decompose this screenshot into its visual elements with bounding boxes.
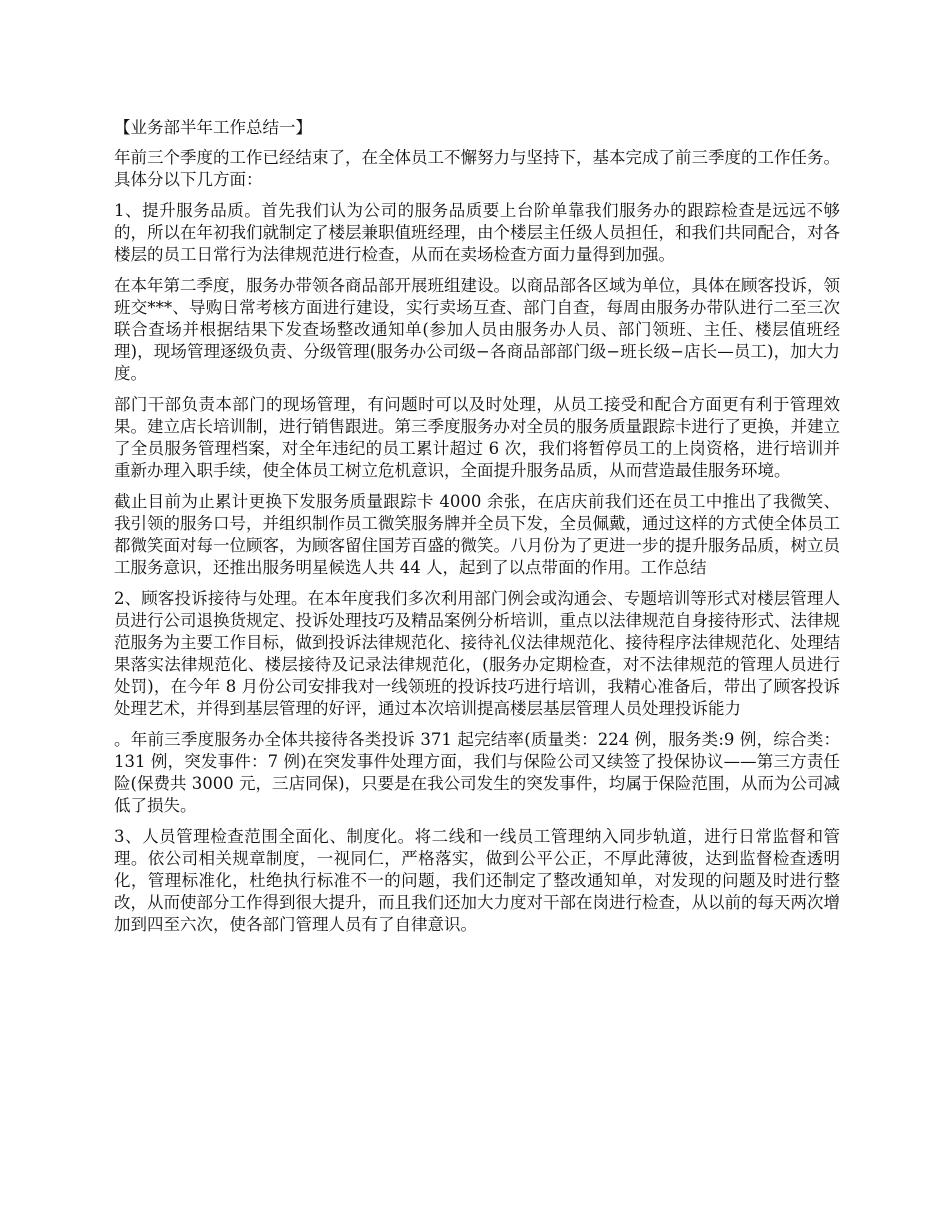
paragraph-service-cards: 截止目前为止累计更换下发服务质量跟踪卡 4000 余张，在店庆前我们还在员工中推出了我微笑、我引领的服务口号，并组织制作员工微笑服务牌并全员下发，全员佩戴，通过这样的方式使全体员工都微笑面对每一位顾客，为顾客留住国芳百盛的微笑。八月份为了更进一步的提升服务品质，树立员工服务意识，还推出服务明星候选人共 44 人，起到了以点带面的作用。工作总结 — [114, 492, 840, 577]
document-title: 【业务部半年工作总结一】 — [114, 118, 312, 137]
paragraph-complaint-statistics: 。年前三季度服务办全体共接待各类投诉 371 起完结率(质量类：224 例，服务类:9 例，综合类：131 例，突发事件：7 例)在突发事件处理方面，我们与保险公司又续签了投保协议——第三方责任险(保费共 3000 元，三店同保)，只要是在我公司发生的突发事件，均属于保险范围，从而为公司减低了损失。 — [114, 730, 840, 815]
paragraph-intro: 年前三个季度的工作已经结束了，在全体员工不懈努力与坚持下，基本完成了前三季度的工作任务。具体分以下几方面： — [114, 148, 840, 189]
paragraph-team-building: 在本年第二季度，服务办带领各商品部开展班组建设。以商品部各区域为单位，具体在顾客投诉，领班交***、导购日常考核方面进行建设，实行卖场互查、部门自查，每周由服务办带队进行二至三次联合查场并根据结果下发查场整改通知单(参加人员由服务办人员、部门领班、主任、楼层值班经理)，现场管理逐级负责、分级管理(服务办公司级−各商品部部门级−班长级−店长—员工)，加大力度。 — [114, 276, 840, 383]
document-page — [114, 117, 840, 945]
paragraph-department-management: 部门干部负责本部门的现场管理，有问题时可以及时处理，从员工接受和配合方面更有利于管理效果。建立店长培训制，进行销售跟进。第三季度服务办对全员的服务质量跟踪卡进行了更换，并建立了全员服务管理档案，对全年违纪的员工累计超过 6 次，我们将暂停员工的上岗资格，进行培训并重新办理入职手续，使全体员工树立危机意识，全面提升服务品质，从而营造最佳服务环境。 — [114, 395, 840, 480]
paragraph-staff-management: 3、人员管理检查范围全面化、制度化。将二线和一线员工管理纳入同步轨道，进行日常监督和管理。依公司相关规章制度，一视同仁，严格落实，做到公平公正，不厚此薄彼，达到监督检查透明化，管理标准化，杜绝执行标准不一的问题，我们还制定了整改通知单，对发现的问题及时进行整改，从而使部分工作得到很大提升，而且我们还加大力度对干部在岗进行检查，从以前的每天两次增加到四至六次，使各部门管理人员有了自律意识。 — [114, 827, 840, 934]
paragraph-service-quality: 1、提升服务品质。首先我们认为公司的服务品质要上台阶单靠我们服务办的跟踪检查是远远不够的，所以在年初我们就制定了楼层兼职值班经理，由个楼层主任级人员担任，和我们共同配合，对各楼层的员工日常行为法律规范进行检查，从而在卖场检查方面力量得到加强。 — [114, 201, 840, 264]
paragraph-complaint-handling: 2、顾客投诉接待与处理。在本年度我们多次利用部门例会或沟通会、专题培训等形式对楼层管理人员进行公司退换货规定、投诉处理技巧及精品案例分析培训，重点以法律规范自身接待形式、法律规范服务为主要工作目标，做到投诉法律规范化、接待礼仪法律规范化、接待程序法律规范化、处理结果落实法律规范化、楼层接待及记录法律规范化，(服务办定期检查，对不法律规范的管理人员进行处罚)，在今年 8 月份公司安排我对一线领班的投诉技巧进行培训，我精心准备后，带出了顾客投诉处理艺术，并得到基层管理的好评，通过本次培训提高楼层基层管理人员处理投诉能力 — [114, 589, 840, 718]
